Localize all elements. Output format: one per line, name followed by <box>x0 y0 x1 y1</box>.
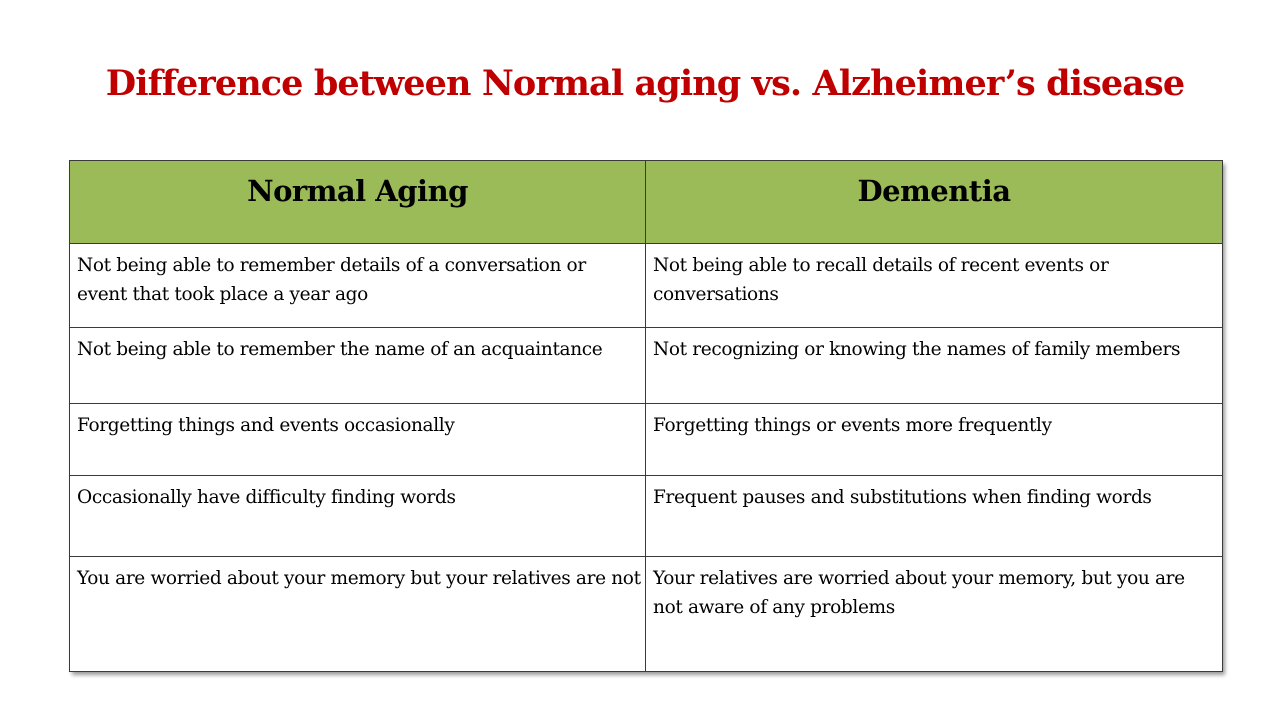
cell-text: Not being able to remember details of a conversation or event that took place a year ago <box>77 255 586 305</box>
normal-aging-cell <box>70 476 646 557</box>
dementia-cell <box>646 476 1223 557</box>
dementia-cell <box>646 557 1223 672</box>
cell-text: You are worried about your memory but your relatives are not <box>77 568 641 589</box>
cell-text: Not being able to recall details of recent events or conversations <box>653 255 1109 305</box>
normal-aging-cell <box>70 404 646 476</box>
cell-text: Occasionally have difficulty finding words <box>77 487 456 508</box>
table-row <box>70 244 1223 328</box>
cell-text: Your relatives are worried about your memory, but you are not aware of any problems <box>653 568 1185 618</box>
table-header-row <box>70 161 1223 244</box>
cell-text: Forgetting things or events more frequently <box>653 415 1052 436</box>
cell-text: Not being able to remember the name of an acquaintance <box>77 339 603 360</box>
table-row <box>70 328 1223 404</box>
dementia-cell <box>646 404 1223 476</box>
normal-aging-cell <box>70 328 646 404</box>
dementia-cell <box>646 328 1223 404</box>
header-dementia-label: Dementia <box>857 174 1011 208</box>
table-row <box>70 557 1223 672</box>
table-row <box>70 404 1223 476</box>
cell-text: Frequent pauses and substitutions when finding words <box>653 487 1152 508</box>
comparison-table <box>69 160 1223 672</box>
table-row <box>70 476 1223 557</box>
header-normal-aging <box>70 161 646 244</box>
dementia-cell <box>646 244 1223 328</box>
normal-aging-cell <box>70 557 646 672</box>
header-normal-aging-label: Normal Aging <box>247 174 468 208</box>
slide-title: Difference between Normal aging vs. Alzheimer’s disease <box>105 63 1185 104</box>
header-dementia <box>646 161 1223 244</box>
cell-text: Not recognizing or knowing the names of family members <box>653 339 1181 360</box>
cell-text: Forgetting things and events occasionally <box>77 415 455 436</box>
normal-aging-cell <box>70 244 646 328</box>
comparison-table-container <box>69 160 1222 671</box>
